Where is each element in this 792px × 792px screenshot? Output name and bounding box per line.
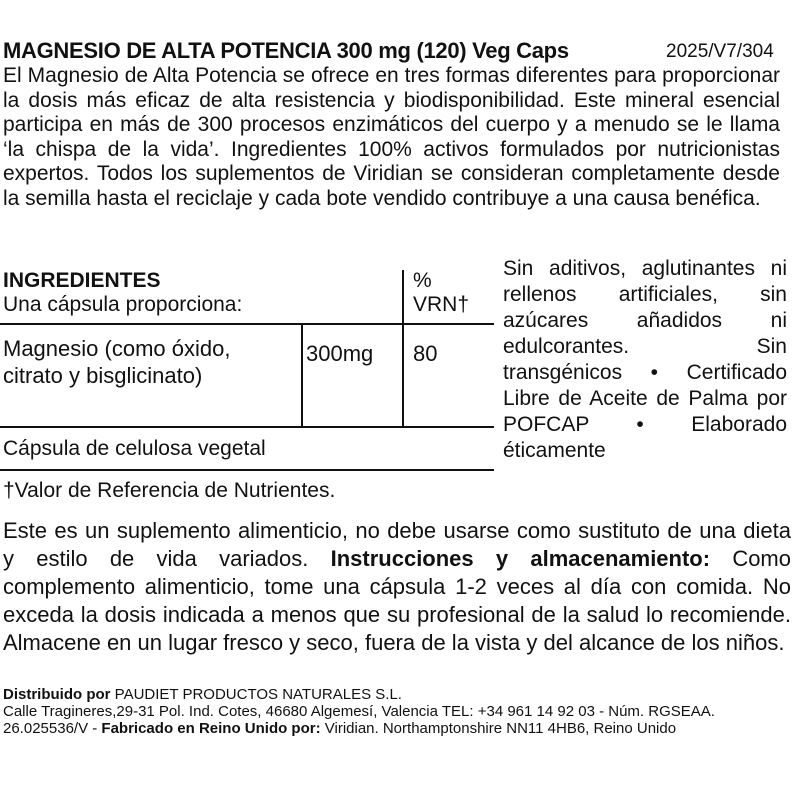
manufacturer-label: Fabricado en Reino Unido por: bbox=[101, 720, 321, 737]
manufacturer-info: Viridian. Northamptonshire NN11 4HB6, Reino Unido bbox=[324, 720, 677, 737]
intro-paragraph: El Magnesio de Alta Potencia se ofrece en tres formas diferentes para proporcionar la dosis más eficaz de alta resistencia y biodisponibilidad. Este mineral esencial participa en más de 300 procesos enzimáticos del cuerpo y a menudo se le llama ‘la chispa de la vida’. Ingredientes 100% activos formulados por nutricionistas expertos. Todos los suplementos de Viridian se consideran completamente desde la semilla hasta el reciclaje y cada bote vendido contribuye a una causa benéfica. bbox=[3, 64, 780, 210]
distributor-address: Calle Tragineres,29-31 Pol. Ind. Cotes, 46680 Algemesí, Valencia TEL: +34 961 14 92 03 - Núm. RGSEAA. 26.025536/V - bbox=[3, 703, 715, 737]
instructions-label: Instrucciones y almacenamiento: bbox=[330, 546, 711, 571]
product-title: MAGNESIO DE ALTA POTENCIA 300 mg (120) Veg Caps bbox=[3, 38, 569, 63]
table-divider bbox=[402, 270, 404, 427]
distributor-info bbox=[3, 686, 788, 737]
ingredient-vrn: 80 bbox=[413, 341, 438, 366]
capsule-line: Cápsula de celulosa vegetal bbox=[3, 437, 266, 460]
side-claims: Sin aditivos, aglutinantes ni rellenos artificiales, sin azúcares añadidos ni edulcorantes. Sin transgénicos • Certificado Libre de Aceite de Palma por POFCAP • Elaborado éticamente bbox=[503, 257, 787, 462]
ingredients-heading: INGREDIENTES bbox=[3, 269, 161, 292]
ingredient-amount: 300mg bbox=[306, 341, 374, 366]
lot-number: 2025/V7/304 bbox=[666, 41, 774, 62]
supplement-disclaimer: Este es un suplemento alimenticio, no debe usarse como sustituto de una dieta y estilo de vida variados. bbox=[3, 518, 791, 571]
table-divider bbox=[301, 324, 303, 427]
vrn-footnote: †Valor de Referencia de Nutrientes. bbox=[3, 479, 336, 502]
vrn-header bbox=[413, 269, 493, 317]
table-divider bbox=[0, 323, 494, 325]
table-divider bbox=[0, 469, 494, 471]
distributor-company: PAUDIET PRODUCTOS NATURALES S.L. bbox=[114, 686, 402, 703]
table-divider bbox=[0, 426, 494, 428]
ingredient-name: Magnesio (como óxido, citrato y bisglicinato) bbox=[3, 336, 231, 388]
ingredients-subheading: Una cápsula proporciona: bbox=[3, 293, 243, 316]
vrn-header-label: VRN† bbox=[413, 293, 470, 316]
usage-paragraph bbox=[3, 517, 791, 657]
instructions-text: Como complemento alimenticio, tome una cápsula 1-2 veces al día con comida. No exceda la dosis indicada a menos que su profesional de la salud lo recomiende. Almacene en un lugar fresco y seco, fuera de la vista y del alcance de los niños. bbox=[3, 546, 791, 655]
vrn-header-percent: % bbox=[413, 269, 432, 292]
distributor-label: Distribuido por bbox=[3, 686, 111, 703]
